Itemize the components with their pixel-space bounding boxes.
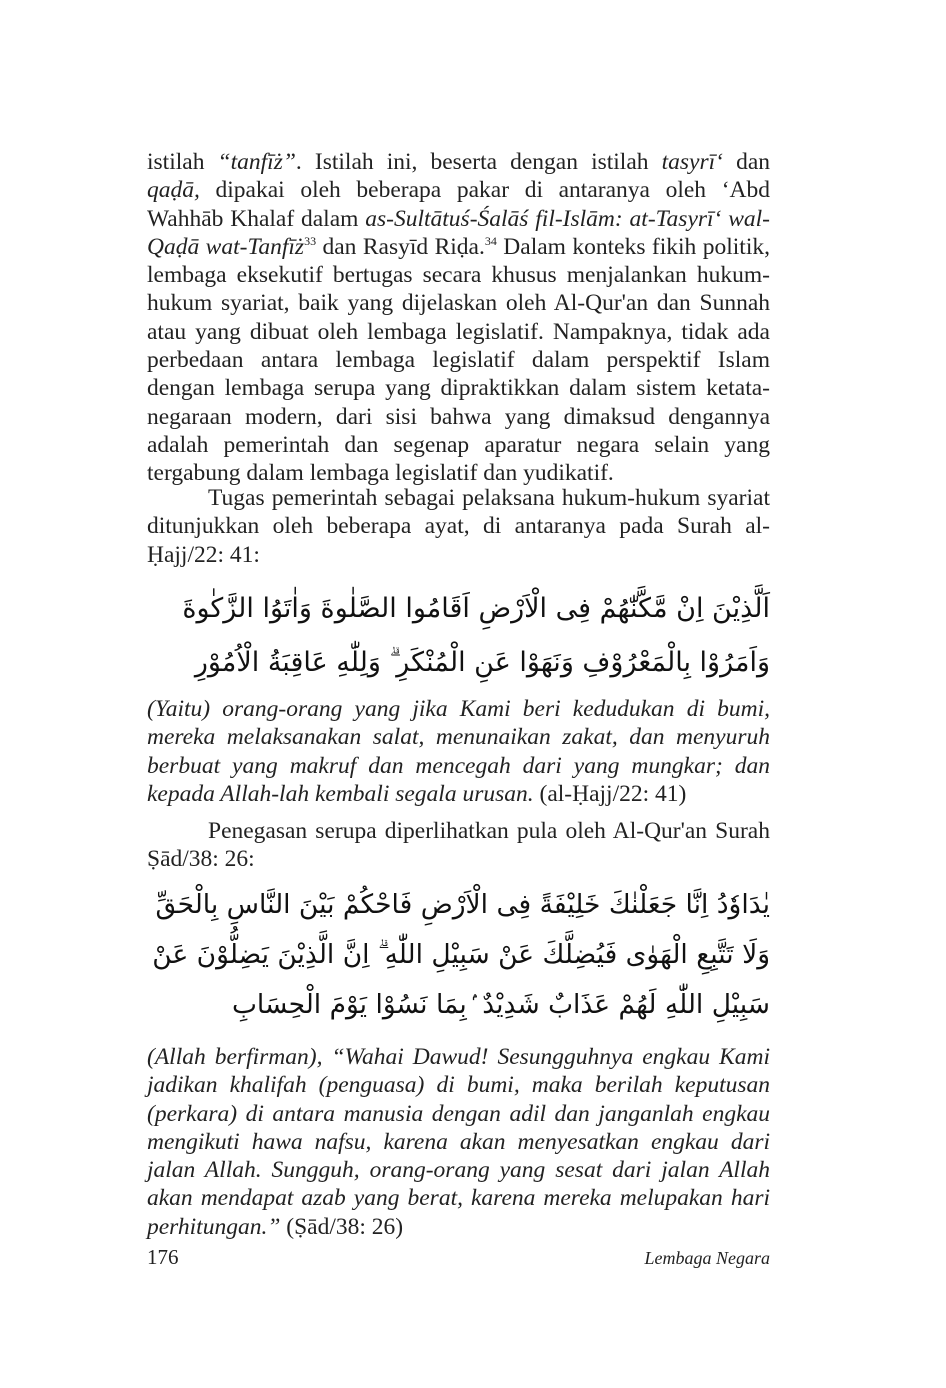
body-paragraph-3: Penegasan serupa diperlihatkan pula oleh Al-Qur'an Surah Ṣād/38: 26: bbox=[147, 818, 770, 873]
verse-1-reference: (al-Ḥajj/22: 41) bbox=[533, 780, 687, 807]
footnote-ref-33[interactable]: 33 bbox=[304, 233, 317, 248]
p1-text-5: dan Rasyīd Riḍa. bbox=[316, 233, 485, 260]
body-paragraph-1 bbox=[147, 148, 770, 488]
p1-text-6: Dalam konteks fikih politik, lembaga eksekutif bertugas secara khusus menjalankan hukum-hukum syariat, baik yang dijelaskan oleh Al-Qur'an dan Sunnah atau yang dibuat oleh lembaga legislatif. Nampaknya, tidak ada perbedaan antara lembaga legislatif dalam perspektif Islam dengan lembaga serupa yang dipraktikkan dalam sistem ketata-negaraan modern, dari sisi bahwa yang dimaksud dengannya adalah pemerintah dan segenap aparatur negara selain yang tergabung dalam lembaga legislatif dan yudikatif. bbox=[147, 233, 770, 487]
running-title: Lembaga Negara bbox=[644, 1248, 770, 1268]
verse-1-translation bbox=[147, 695, 770, 808]
p1-text-1: istilah bbox=[147, 149, 218, 175]
verse-2-translation bbox=[147, 1043, 770, 1241]
verse-1-translation-text: (Yaitu) orang-orang yang jika Kami beri kedudukan di bumi, mereka melaksanakan salat, menunaikan zakat, dan menyuruh berbuat yang makruf dan mencegah dari yang mungkar; dan kepada Allah-lah kembali segala urusan. bbox=[147, 696, 770, 807]
verse-2-translation-text: (Allah berfirman), “Wahai Dawud! Sesungguhnya engkau Kami jadikan khalifah (penguasa) di bumi, maka berilah keputusan (perkara) di antara manusia dengan adil dan janganlah engkau mengikuti hawa nafsu, karena akan menyesatkan engkau dari jalan Allah. Sungguh, orang-orang yang sesat dari jalan Allah akan mendapat azab yang berat, karena mereka melupakan hari perhitungan.” bbox=[147, 1044, 770, 1240]
footnote-ref-34[interactable]: 34 bbox=[484, 233, 497, 248]
book-title: as-Sultātuś-Śalāś fil-Islām: at-Tasyrī‘ wal-Qaḍā wat-Tanfīż bbox=[147, 205, 770, 260]
term-tanfiz: “tanfīż” bbox=[217, 149, 296, 175]
term-qada: qaḍā, bbox=[147, 177, 200, 204]
p1-text-3: dan bbox=[722, 149, 771, 175]
body-paragraph-2: Tugas pemerintah sebagai pelaksana hukum-hukum syariat ditunjukkan oleh beberapa ayat, di antaranya pada Surah al-Ḥajj/22: 41: bbox=[147, 485, 770, 568]
page-number: 176 bbox=[147, 1245, 179, 1269]
term-tasyri: tasyrī‘ bbox=[661, 149, 723, 175]
arabic-verse-1: اَلَّذِيْنَ اِنْ مَّكَّنّٰهُمْ فِى الْاَرْضِ اَقَامُوا الصَّلٰوةَ وَاٰتَوُا الزَّكٰوةَ وَاَمَرُوْا بِالْمَعْرُوْفِ وَنَهَوْا عَنِ الْمُنْكَرِ ۗ وَلِلّٰهِ عَاقِبَةُ الْاُمُوْرِ bbox=[182, 593, 770, 678]
verse-2-reference: (Ṣād/38: 26) bbox=[280, 1213, 404, 1240]
p1-text-2: . Istilah ini, beserta dengan istilah bbox=[295, 149, 662, 175]
p1-text-4: dipakai oleh beberapa pakar di antaranya oleh ‘Abd Wahhāb Khalaf dalam bbox=[147, 177, 770, 232]
arabic-verse-2: يٰدَاوٗدُ اِنَّا جَعَلْنٰكَ خَلِيْفَةً فِى الْاَرْضِ فَاحْكُمْ بَيْنَ النَّاسِ بِالْحَقِّ وَلَا تَتَّبِعِ الْهَوٰى فَيُضِلَّكَ عَنْ سَبِيْلِ اللّٰهِ ۗ اِنَّ الَّذِيْنَ يَضِلُّوْنَ عَنْ سَبِيْلِ اللّٰهِ لَهُمْ عَذَابٌ شَدِيْدٌ ۢبِمَا نَسُوْا يَوْمَ الْحِسَابِ bbox=[152, 889, 770, 1020]
